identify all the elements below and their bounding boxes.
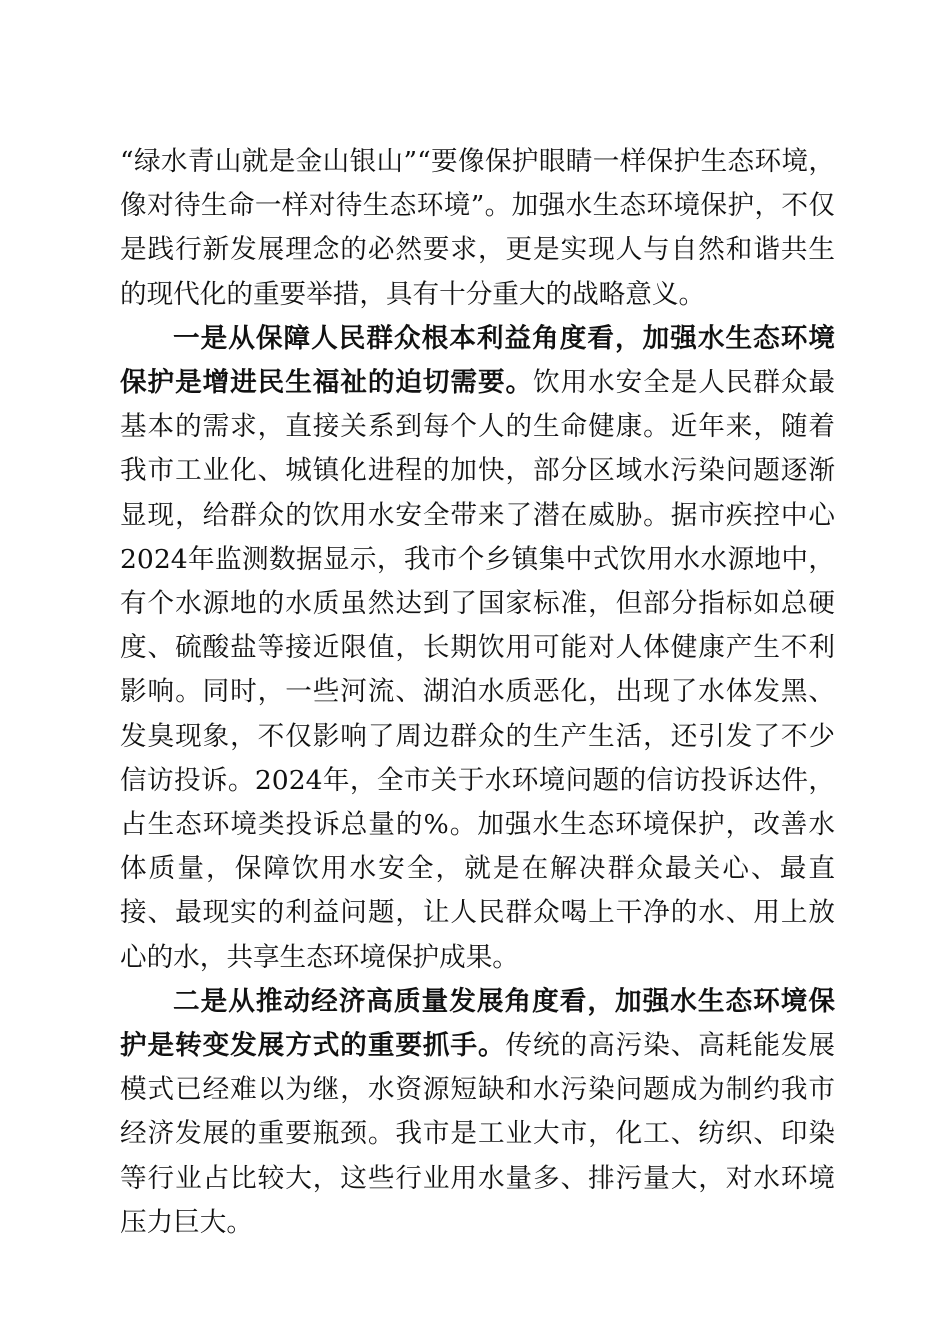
section-one-paragraph: [120, 317, 835, 980]
section-one-lead: 一是从保障人民群众根本利益角度看，加强水生态环境保护是增进民生福祉的迫切需要。: [120, 322, 835, 399]
intro-paragraph-text: “绿水青山就是金山银山”“要像保护眼睛一样保护生态环境，像对待生命一样对待生态环境”。加强水生态环境保护，不仅是践行新发展理念的必然要求，更是实现人与自然和谐共生的现代化的重要举措，具有十分重大的战略意义。: [120, 146, 835, 310]
section-two-text: 传统的高污染、高耗能发展模式已经难以为继，水资源短缺和水污染问题成为制约我市经济发展的重要瓶颈。我市是工业大市，化工、纺织、印染等行业占比较大，这些行业用水量多、排污量大，对水环境压力巨大。: [120, 1030, 836, 1238]
section-one-text: 饮用水安全是人民群众最基本的需求，直接关系到每个人的生命健康。近年来，随着我市工业化、城镇化进程的加快，部分区域水污染问题逐渐显现，给群众的饮用水安全带来了潜在威胁。据市疾控中心2024年监测数据显示，我市个乡镇集中式饮用水水源地中，有个水源地的水质虽然达到了国家标准，但部分指标如总硬度、硫酸盐等接近限值，长期饮用可能对人体健康产生不利影响。同时，一些河流、湖泊水质恶化，出现了水体发黑、发臭现象，不仅影响了周边群众的生产生活，还引发了不少信访投诉。2024年，全市关于水环境问题的信访投诉达件，占生态环境类投诉总量的%。加强水生态环境保护，改善水体质量，保障饮用水安全，就是在解决群众最关心、最直接、最现实的利益问题，让人民群众喝上干净的水、用上放心的水，共享生态环境保护成果。: [120, 367, 836, 973]
intro-paragraph: [120, 140, 835, 317]
section-two-paragraph: [120, 980, 835, 1245]
document-body: [120, 140, 835, 1245]
section-two-lead: 二是从推动经济高质量发展角度看，加强水生态环境保护是转变发展方式的重要抓手。: [120, 985, 835, 1062]
